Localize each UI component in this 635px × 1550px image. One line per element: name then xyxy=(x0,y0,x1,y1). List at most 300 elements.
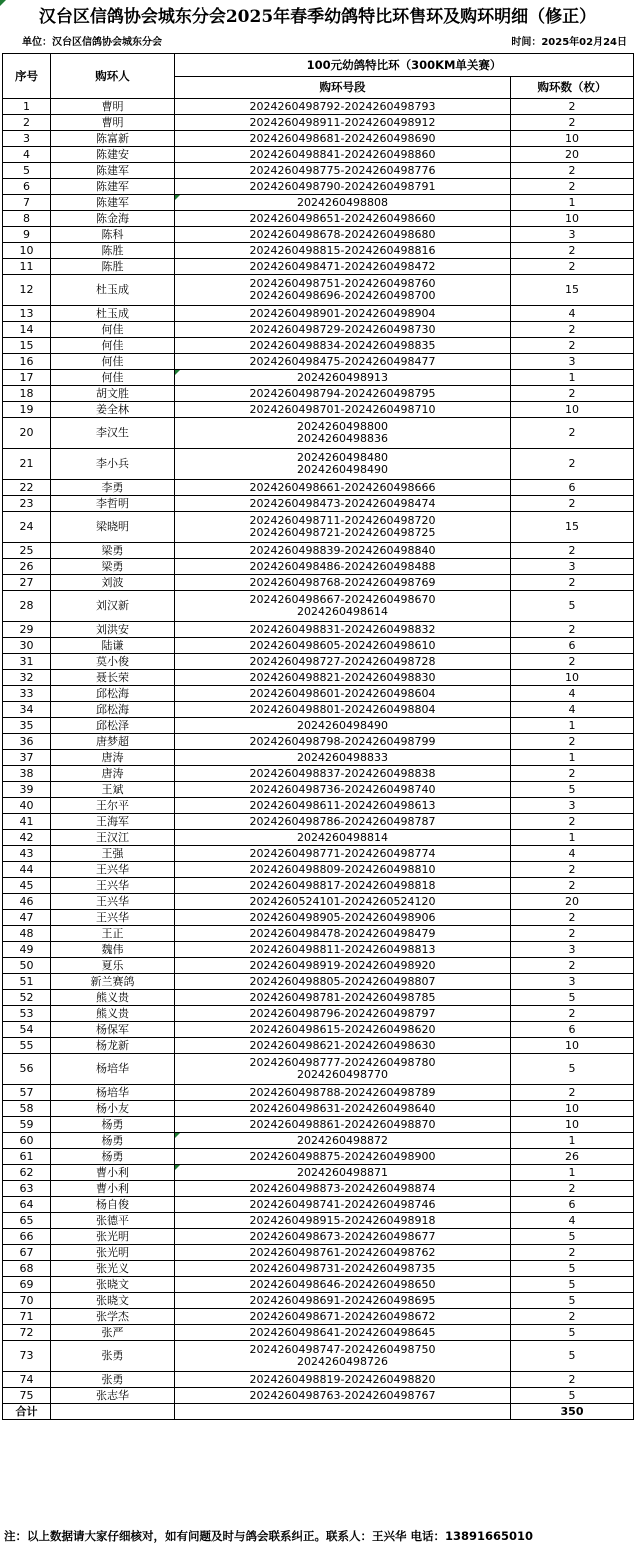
ring-range: 2024260498696-2024260498700 xyxy=(249,289,436,302)
table-row xyxy=(3,1038,634,1054)
ring-range: 2024260498821-2024260498830 xyxy=(249,670,436,684)
row-index: 73 xyxy=(3,1341,51,1372)
ring-range: 2024260498711-2024260498720 xyxy=(249,514,436,527)
row-buyer: 曹明 xyxy=(51,99,175,115)
row-ranges xyxy=(175,449,511,480)
row-count: 2 xyxy=(511,622,634,638)
ring-range: 2024260498901-2024260498904 xyxy=(249,306,436,320)
row-count: 2 xyxy=(511,575,634,591)
row-ranges xyxy=(175,958,511,974)
row-buyer: 唐梦超 xyxy=(51,734,175,750)
table-row xyxy=(3,1022,634,1038)
row-buyer: 王正 xyxy=(51,926,175,942)
row-ranges xyxy=(175,1038,511,1054)
row-buyer: 邱松海 xyxy=(51,702,175,718)
row-buyer: 陈建军 xyxy=(51,163,175,179)
row-buyer: 张严 xyxy=(51,1325,175,1341)
table-row xyxy=(3,974,634,990)
row-count: 3 xyxy=(511,974,634,990)
ring-range: 2024260498814 xyxy=(297,830,388,844)
row-index: 67 xyxy=(3,1245,51,1261)
row-count: 2 xyxy=(511,878,634,894)
row-ranges xyxy=(175,1388,511,1404)
ring-range: 2024260498808 xyxy=(297,195,388,209)
row-ranges xyxy=(175,418,511,449)
row-count: 3 xyxy=(511,559,634,575)
row-index: 53 xyxy=(3,1006,51,1022)
row-count: 1 xyxy=(511,718,634,734)
table-row xyxy=(3,894,634,910)
row-ranges xyxy=(175,1261,511,1277)
ring-range: 2024260498805-2024260498807 xyxy=(249,974,436,988)
row-index: 16 xyxy=(3,354,51,370)
row-index: 40 xyxy=(3,798,51,814)
row-buyer: 杨培华 xyxy=(51,1054,175,1085)
row-buyer: 何佳 xyxy=(51,354,175,370)
row-buyer: 王斌 xyxy=(51,782,175,798)
table-row xyxy=(3,958,634,974)
row-ranges xyxy=(175,1229,511,1245)
table-row xyxy=(3,1341,634,1372)
row-buyer: 张光明 xyxy=(51,1229,175,1245)
row-count: 4 xyxy=(511,686,634,702)
row-ranges xyxy=(175,195,511,211)
row-count: 2 xyxy=(511,1245,634,1261)
ring-range: 2024260498815-2024260498816 xyxy=(249,243,436,257)
row-ranges xyxy=(175,338,511,354)
row-index: 36 xyxy=(3,734,51,750)
ring-range: 2024260498800 xyxy=(297,420,388,433)
table-row xyxy=(3,306,634,322)
table-row xyxy=(3,543,634,559)
row-index: 63 xyxy=(3,1181,51,1197)
row-count: 15 xyxy=(511,275,634,306)
table-row xyxy=(3,211,634,227)
row-buyer: 张勇 xyxy=(51,1341,175,1372)
ring-range: 2024260498873-2024260498874 xyxy=(249,1181,436,1195)
row-count: 26 xyxy=(511,1149,634,1165)
table-row xyxy=(3,402,634,418)
row-count: 6 xyxy=(511,1197,634,1213)
ring-range: 2024260498473-2024260498474 xyxy=(249,496,436,510)
row-buyer: 杨培华 xyxy=(51,1085,175,1101)
row-ranges xyxy=(175,878,511,894)
ring-range: 2024260498667-2024260498670 xyxy=(249,593,436,606)
row-index: 66 xyxy=(3,1229,51,1245)
row-ranges xyxy=(175,1022,511,1038)
ring-range: 2024260498794-2024260498795 xyxy=(249,386,436,400)
row-index: 33 xyxy=(3,686,51,702)
row-buyer: 刘洪安 xyxy=(51,622,175,638)
row-count: 6 xyxy=(511,1022,634,1038)
row-ranges xyxy=(175,243,511,259)
row-count: 3 xyxy=(511,354,634,370)
ring-range: 2024260498792-2024260498793 xyxy=(249,99,436,113)
ring-range: 2024260498839-2024260498840 xyxy=(249,543,436,557)
row-ranges xyxy=(175,1309,511,1325)
row-buyer: 曹明 xyxy=(51,115,175,131)
row-count: 4 xyxy=(511,702,634,718)
row-count: 1 xyxy=(511,1165,634,1181)
row-buyer: 张光明 xyxy=(51,1245,175,1261)
row-ranges xyxy=(175,926,511,942)
row-index: 6 xyxy=(3,179,51,195)
row-buyer: 陈金海 xyxy=(51,211,175,227)
row-count: 5 xyxy=(511,1388,634,1404)
table-row xyxy=(3,131,634,147)
row-ranges xyxy=(175,1165,511,1181)
row-index: 25 xyxy=(3,543,51,559)
table-row xyxy=(3,1133,634,1149)
row-index: 55 xyxy=(3,1038,51,1054)
row-ranges xyxy=(175,862,511,878)
row-buyer: 陈建安 xyxy=(51,147,175,163)
row-index: 49 xyxy=(3,942,51,958)
row-index: 27 xyxy=(3,575,51,591)
row-buyer: 唐涛 xyxy=(51,750,175,766)
ring-range: 2024260498673-2024260498677 xyxy=(249,1229,436,1243)
row-ranges xyxy=(175,1277,511,1293)
row-ranges xyxy=(175,702,511,718)
row-buyer: 王尔平 xyxy=(51,798,175,814)
table-row xyxy=(3,862,634,878)
row-count: 2 xyxy=(511,496,634,512)
row-index: 20 xyxy=(3,418,51,449)
ring-range: 2024260498661-2024260498666 xyxy=(249,480,436,494)
table-row xyxy=(3,686,634,702)
row-ranges xyxy=(175,622,511,638)
row-ranges xyxy=(175,846,511,862)
row-index: 11 xyxy=(3,259,51,275)
row-count: 10 xyxy=(511,402,634,418)
ring-range: 2024260498726 xyxy=(297,1355,388,1368)
ring-range: 2024260498747-2024260498750 xyxy=(249,1343,436,1356)
row-count: 2 xyxy=(511,1085,634,1101)
footer-note: 注：以上数据请大家仔细核对，如有问题及时与鸽会联系纠正。联系人：王兴华 电话：13891665010 xyxy=(4,1529,534,1543)
row-index: 51 xyxy=(3,974,51,990)
row-buyer: 聂长荣 xyxy=(51,670,175,686)
row-ranges xyxy=(175,782,511,798)
row-buyer: 杨小友 xyxy=(51,1101,175,1117)
row-ranges xyxy=(175,575,511,591)
row-buyer: 何佳 xyxy=(51,322,175,338)
row-buyer: 杨勇 xyxy=(51,1149,175,1165)
row-count: 2 xyxy=(511,862,634,878)
ring-range: 2024260498809-2024260498810 xyxy=(249,862,436,876)
row-ranges xyxy=(175,306,511,322)
row-count: 4 xyxy=(511,306,634,322)
ring-range: 2024260498480 xyxy=(297,451,388,464)
row-ranges xyxy=(175,386,511,402)
row-index: 42 xyxy=(3,830,51,846)
row-count: 3 xyxy=(511,227,634,243)
row-buyer: 杜玉成 xyxy=(51,306,175,322)
table-row xyxy=(3,1213,634,1229)
row-count: 10 xyxy=(511,211,634,227)
row-ranges xyxy=(175,322,511,338)
row-ranges xyxy=(175,654,511,670)
row-buyer: 张勇 xyxy=(51,1372,175,1388)
row-buyer: 曹小利 xyxy=(51,1165,175,1181)
ring-range: 2024260498761-2024260498762 xyxy=(249,1245,436,1259)
row-index: 18 xyxy=(3,386,51,402)
table-row xyxy=(3,814,634,830)
row-count: 2 xyxy=(511,958,634,974)
header-index: 序号 xyxy=(3,54,51,99)
table-row xyxy=(3,99,634,115)
row-index: 62 xyxy=(3,1165,51,1181)
table-row xyxy=(3,322,634,338)
ring-range: 2024260498777-2024260498780 xyxy=(249,1056,436,1069)
row-buyer: 王兴华 xyxy=(51,910,175,926)
row-count: 2 xyxy=(511,243,634,259)
row-ranges xyxy=(175,1054,511,1085)
table-row xyxy=(3,734,634,750)
table-row xyxy=(3,496,634,512)
row-count: 10 xyxy=(511,131,634,147)
ring-range: 2024260498651-2024260498660 xyxy=(249,211,436,225)
row-ranges xyxy=(175,1372,511,1388)
table-row xyxy=(3,1165,634,1181)
row-buyer: 新兰赛鸽 xyxy=(51,974,175,990)
ring-range: 2024260498475-2024260498477 xyxy=(249,354,436,368)
row-index: 2 xyxy=(3,115,51,131)
row-ranges xyxy=(175,1325,511,1341)
row-index: 3 xyxy=(3,131,51,147)
row-index: 72 xyxy=(3,1325,51,1341)
row-index: 74 xyxy=(3,1372,51,1388)
row-ranges xyxy=(175,942,511,958)
row-buyer: 陈富新 xyxy=(51,131,175,147)
row-ranges xyxy=(175,211,511,227)
row-ranges xyxy=(175,543,511,559)
row-index: 32 xyxy=(3,670,51,686)
row-count: 5 xyxy=(511,1293,634,1309)
row-index: 45 xyxy=(3,878,51,894)
row-count: 10 xyxy=(511,1101,634,1117)
row-ranges xyxy=(175,830,511,846)
row-ranges xyxy=(175,1341,511,1372)
row-buyer: 唐涛 xyxy=(51,766,175,782)
ring-range: 2024260524101-2024260524120 xyxy=(249,894,436,908)
row-count: 5 xyxy=(511,1054,634,1085)
row-buyer: 张晓文 xyxy=(51,1293,175,1309)
row-ranges xyxy=(175,974,511,990)
table-row xyxy=(3,575,634,591)
row-index: 4 xyxy=(3,147,51,163)
row-index: 21 xyxy=(3,449,51,480)
row-ranges xyxy=(175,275,511,306)
row-count: 2 xyxy=(511,654,634,670)
ring-range: 2024260498781-2024260498785 xyxy=(249,990,436,1004)
row-index: 34 xyxy=(3,702,51,718)
row-index: 14 xyxy=(3,322,51,338)
row-index: 24 xyxy=(3,512,51,543)
row-count: 4 xyxy=(511,846,634,862)
row-buyer: 张德平 xyxy=(51,1213,175,1229)
ring-range: 2024260498490 xyxy=(297,718,388,732)
row-buyer: 王兴华 xyxy=(51,862,175,878)
ring-range: 2024260498871 xyxy=(297,1165,388,1179)
row-count: 10 xyxy=(511,670,634,686)
row-count: 5 xyxy=(511,1341,634,1372)
row-buyer: 姜全林 xyxy=(51,402,175,418)
row-ranges xyxy=(175,1149,511,1165)
ring-range: 2024260498601-2024260498604 xyxy=(249,686,436,700)
row-count: 3 xyxy=(511,942,634,958)
row-count: 5 xyxy=(511,782,634,798)
row-buyer: 王强 xyxy=(51,846,175,862)
table-body xyxy=(3,99,634,1404)
ring-range: 2024260498786-2024260498787 xyxy=(249,814,436,828)
row-index: 23 xyxy=(3,496,51,512)
row-index: 15 xyxy=(3,338,51,354)
row-count: 2 xyxy=(511,1309,634,1325)
unit-label: 单位：汉台区信鸽协会城东分会 xyxy=(22,37,162,48)
ring-range: 2024260498768-2024260498769 xyxy=(249,575,436,589)
row-ranges xyxy=(175,1213,511,1229)
row-buyer: 杜玉成 xyxy=(51,275,175,306)
ring-range: 2024260498490 xyxy=(297,463,388,476)
ring-range: 2024260498691-2024260498695 xyxy=(249,1293,436,1307)
row-index: 1 xyxy=(3,99,51,115)
table-row xyxy=(3,670,634,686)
row-count: 10 xyxy=(511,1117,634,1133)
table-row xyxy=(3,1372,634,1388)
date-label: 时间：2025年02月24日 xyxy=(511,37,627,48)
row-index: 38 xyxy=(3,766,51,782)
table-row xyxy=(3,227,634,243)
row-ranges xyxy=(175,512,511,543)
table-row xyxy=(3,418,634,449)
row-buyer: 李小兵 xyxy=(51,449,175,480)
page-title: 汉台区信鸽协会城东分会2025年春季幼鸽特比环售环及购环明细（修正） xyxy=(38,7,597,27)
row-count: 5 xyxy=(511,1325,634,1341)
ring-range: 2024260498751-2024260498760 xyxy=(249,277,436,290)
ring-range: 2024260498819-2024260498820 xyxy=(249,1372,436,1386)
row-ranges xyxy=(175,734,511,750)
row-index: 13 xyxy=(3,306,51,322)
table-row xyxy=(3,1245,634,1261)
row-count: 5 xyxy=(511,1277,634,1293)
row-count: 2 xyxy=(511,99,634,115)
total-empty-range xyxy=(175,1404,511,1420)
row-count: 2 xyxy=(511,259,634,275)
row-index: 70 xyxy=(3,1293,51,1309)
ring-range: 2024260498788-2024260498789 xyxy=(249,1085,436,1099)
row-count: 1 xyxy=(511,830,634,846)
ring-range: 2024260498834-2024260498835 xyxy=(249,338,436,352)
row-index: 7 xyxy=(3,195,51,211)
row-ranges xyxy=(175,147,511,163)
table-row xyxy=(3,195,634,211)
row-index: 8 xyxy=(3,211,51,227)
row-count: 2 xyxy=(511,338,634,354)
ring-range: 2024260498836 xyxy=(297,432,388,445)
row-buyer: 王兴华 xyxy=(51,878,175,894)
ring-range: 2024260498833 xyxy=(297,750,388,764)
ring-range: 2024260498611-2024260498613 xyxy=(249,798,436,812)
total-label: 合计 xyxy=(3,1404,51,1420)
table-row xyxy=(3,512,634,543)
row-ranges xyxy=(175,1006,511,1022)
table-row xyxy=(3,910,634,926)
table-row xyxy=(3,782,634,798)
row-ranges xyxy=(175,1085,511,1101)
table-row xyxy=(3,1085,634,1101)
row-count: 6 xyxy=(511,480,634,496)
row-index: 44 xyxy=(3,862,51,878)
row-buyer: 杨勇 xyxy=(51,1133,175,1149)
table-row xyxy=(3,1309,634,1325)
ring-range: 2024260498790-2024260498791 xyxy=(249,179,436,193)
ring-range: 2024260498905-2024260498906 xyxy=(249,910,436,924)
row-index: 22 xyxy=(3,480,51,496)
row-count: 15 xyxy=(511,512,634,543)
table-row xyxy=(3,1149,634,1165)
row-ranges xyxy=(175,750,511,766)
row-index: 47 xyxy=(3,910,51,926)
row-index: 58 xyxy=(3,1101,51,1117)
table-row xyxy=(3,654,634,670)
table-row xyxy=(3,1293,634,1309)
table-row xyxy=(3,766,634,782)
row-buyer: 杨龙新 xyxy=(51,1038,175,1054)
row-buyer: 王海军 xyxy=(51,814,175,830)
row-buyer: 李哲明 xyxy=(51,496,175,512)
row-buyer: 陈胜 xyxy=(51,259,175,275)
row-ranges xyxy=(175,370,511,386)
ring-range: 2024260498671-2024260498672 xyxy=(249,1309,436,1323)
row-count: 1 xyxy=(511,750,634,766)
ring-range: 2024260498861-2024260498870 xyxy=(249,1117,436,1131)
row-buyer: 陈胜 xyxy=(51,243,175,259)
row-count: 5 xyxy=(511,1261,634,1277)
row-ranges xyxy=(175,559,511,575)
ring-range: 2024260498741-2024260498746 xyxy=(249,1197,436,1211)
row-count: 2 xyxy=(511,449,634,480)
ring-range: 2024260498911-2024260498912 xyxy=(249,115,436,129)
row-count: 2 xyxy=(511,1181,634,1197)
ring-range: 2024260498471-2024260498472 xyxy=(249,259,436,273)
table-row xyxy=(3,1117,634,1133)
ring-range: 2024260498913 xyxy=(297,370,388,384)
total-count: 350 xyxy=(511,1404,634,1420)
table-row xyxy=(3,750,634,766)
row-ranges xyxy=(175,894,511,910)
row-buyer: 刘汉新 xyxy=(51,591,175,622)
ring-range: 2024260498841-2024260498860 xyxy=(249,147,436,161)
row-count: 2 xyxy=(511,766,634,782)
row-index: 19 xyxy=(3,402,51,418)
ring-range: 2024260498736-2024260498740 xyxy=(249,782,436,796)
row-count: 5 xyxy=(511,990,634,1006)
row-buyer: 梁晓明 xyxy=(51,512,175,543)
row-buyer: 王兴华 xyxy=(51,894,175,910)
table-row xyxy=(3,1006,634,1022)
row-index: 5 xyxy=(3,163,51,179)
ring-range: 2024260498729-2024260498730 xyxy=(249,322,436,336)
row-count: 2 xyxy=(511,115,634,131)
table-row xyxy=(3,622,634,638)
table-row xyxy=(3,1261,634,1277)
row-buyer: 莫小俊 xyxy=(51,654,175,670)
ring-range: 2024260498615-2024260498620 xyxy=(249,1022,436,1036)
row-index: 35 xyxy=(3,718,51,734)
row-buyer: 杨勇 xyxy=(51,1117,175,1133)
row-buyer: 魏伟 xyxy=(51,942,175,958)
ring-range: 2024260498771-2024260498774 xyxy=(249,846,436,860)
